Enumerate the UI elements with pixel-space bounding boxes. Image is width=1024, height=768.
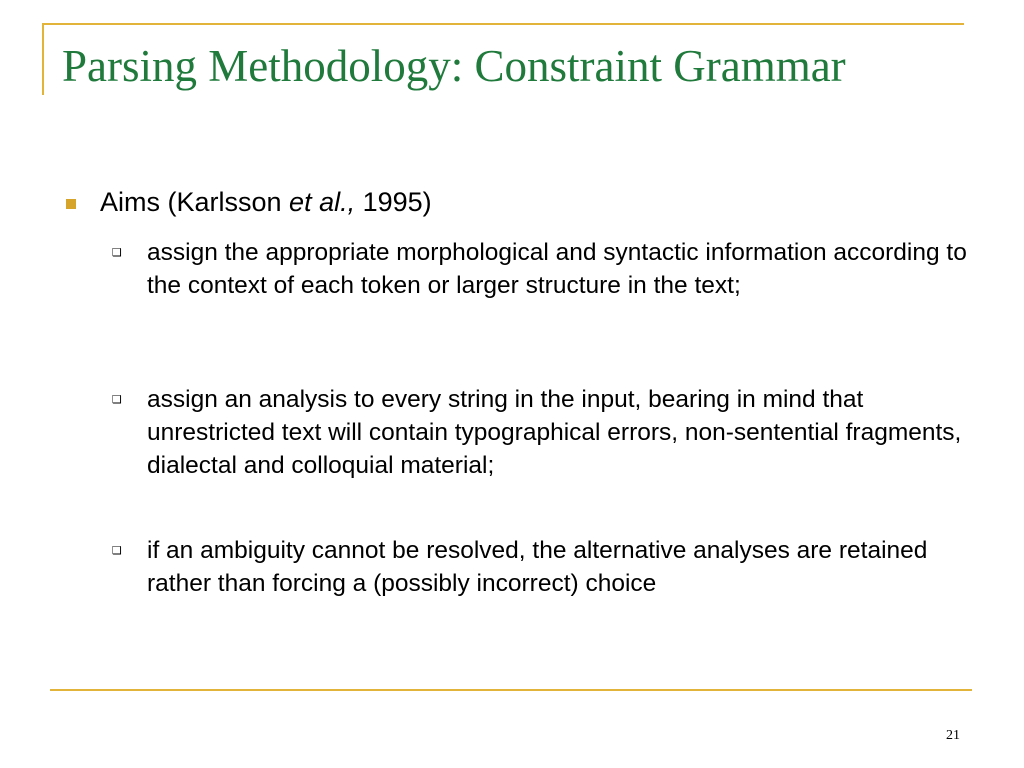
sub-bullet-item-3 bbox=[112, 534, 972, 600]
hollow-square-bullet-icon: ❑ bbox=[112, 544, 122, 557]
square-bullet-icon bbox=[66, 199, 76, 209]
level1-bullet-item bbox=[66, 184, 966, 220]
level1-text bbox=[100, 184, 432, 220]
frame-bottom-line bbox=[50, 689, 972, 691]
sub-bullet-text: assign the appropriate morphological and syntactic information according to the context of each token or larger structure in the text; bbox=[147, 239, 967, 299]
page-number: 21 bbox=[946, 728, 960, 743]
hollow-square-bullet-icon: ❑ bbox=[112, 393, 122, 406]
sub-bullet-item-2 bbox=[112, 383, 972, 482]
level1-text-end: 1995) bbox=[355, 187, 432, 217]
sub-bullet-text: assign an analysis to every string in the input, bearing in mind that unrestricted text will contain typographical errors, non-sentential fragments, dialectal and colloquial material; bbox=[147, 386, 962, 479]
level1-text-italic: et al., bbox=[289, 187, 356, 217]
sub-bullet-text: if an ambiguity cannot be resolved, the alternative analyses are retained rather than forcing a (possibly incorrect) choice bbox=[147, 537, 928, 597]
sub-bullet-item-1 bbox=[112, 236, 972, 302]
level1-text-start: Aims (Karlsson bbox=[100, 187, 290, 217]
frame-top-line bbox=[42, 23, 964, 25]
slide-title: Parsing Methodology: Constraint Grammar bbox=[62, 41, 846, 91]
hollow-square-bullet-icon: ❑ bbox=[112, 246, 122, 259]
frame-left-line bbox=[42, 23, 44, 95]
